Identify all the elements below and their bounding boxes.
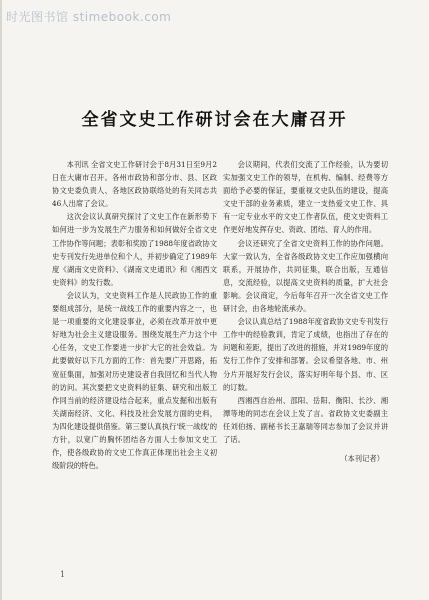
page-edge	[0, 0, 2, 600]
paragraph: 西湘西自治州、邵阳、岳阳、衡阳、长沙、湘潭等地的同志在会议上发了言。省政协文史委副主任刘伯扬、副秘书长王嘉瑞等同志参加了会议并讲了话。	[223, 395, 388, 444]
right-column	[223, 158, 388, 465]
paragraph: 这次会议认真研究探讨了文史工作在新形势下如何进一步为发展生产力服务和如何做好全省文史工作协作等问题；表彰和奖励了1988年度省政协文史专刊发行先进单位和个人，并初步确定了1989年度《湖南文史资料》、《湖南文史通讯》和《湘西文史资料》的发行数。	[52, 212, 217, 287]
watermark: 时光图书馆 stimebook.com	[6, 10, 172, 24]
paragraph: 会议还研究了全省文史资料工作的协作问题。大家一致认为，全省各级政协文史工作应加强横向联系，开展协作，共同征集，联合出版，互通信息，交流经验，以提高文史资料的质量，扩大社会影响。会议商定，今后每年召开一次全省文史工作研讨会，由各地轮流承办。	[223, 238, 388, 314]
paragraph: 会议认为，文史资料工作是人民政协工作的重要组成部分，是统一战线工作的重要内容之一，也是一项重要的文化建设事业，必须在改革开放中更好地为社会主义建设服务。围绕发展生产力这个中心任务，文史工作要进一步扩大它的社会效益。为此要做好以下几方面的工作：首先要广开思路，拓宽征集面，加强对历史建设者自我回忆和当代人物的访问。其次要把文史资料的征集、研究和出版工作同当前的经济建设结合起来，重点发掘和出版有关湖南经济、文化、科技及社会发展方面的史料，为四化建设提供借鉴。第三要认真执行'统一战线'的方针，以宽广的胸怀团结各方面人士参加文史工作，使各级政协的文史工作真正体现出社会主义初级阶段的特色。	[52, 290, 217, 471]
byline: （本刊记者）	[340, 454, 384, 464]
article-title: 全省文史工作研讨会在大庸召开	[81, 110, 348, 130]
paragraph: 会议认真总结了1988年度省政协文史专刊发行工作中的经验教训，肯定了成绩，也指出了存在的问题和差距，提出了改进的措施，并对1989年度的发行工作作了安排和部署。会议希望各地、市、州分片开展好发行会议，落实好明年每个县、市、区的订数。	[223, 317, 388, 392]
page-number: 1	[60, 570, 66, 579]
left-column	[52, 158, 217, 472]
paragraph: 会议期间，代表们交流了工作经验，认为要切实加强文史工作的领导，在机构、编制、经费等方面给予必要的保证，要重视文史队伍的建设，提高文史干部的业务素质，建立一支热爱文史工作、具有一定专业水平的文史工作者队伍，使文史资料工作更好地发挥存史、资政、团结、育人的作用。	[223, 160, 388, 235]
paragraph: 本刊讯 全省文史工作研讨会于8月31日至9月2日在大庸市召开。各州市政协和部分市、县、区政协文史委负责人、各地区政协联络处的有关同志共46人出席了会议。	[52, 160, 217, 209]
